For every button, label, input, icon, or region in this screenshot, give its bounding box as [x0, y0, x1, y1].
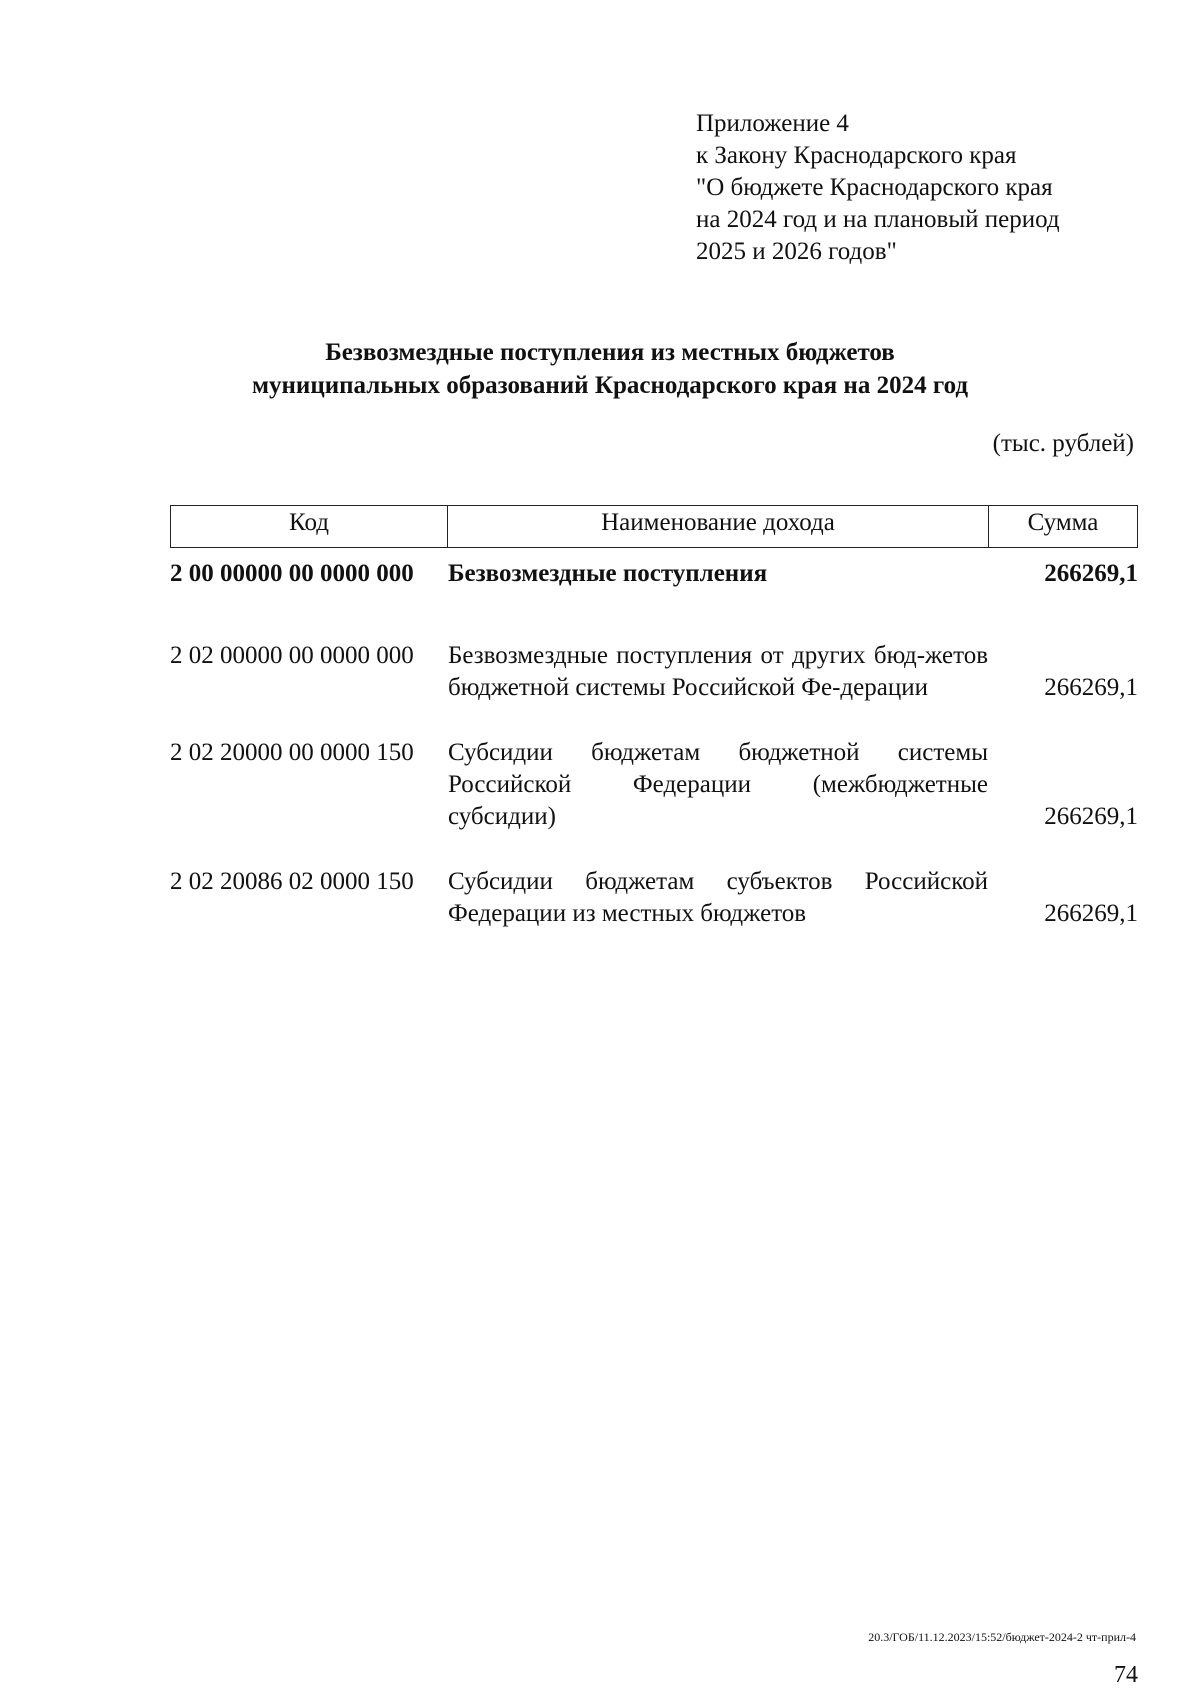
page-number: 74 — [1114, 1662, 1138, 1688]
header-sum: Сумма — [989, 506, 1138, 548]
appendix-line: на 2024 год и на плановый период — [696, 206, 1060, 233]
row-amount: 266269,1 — [1044, 674, 1138, 701]
row-name: Безвозмездные поступления от других бюд-жетов бюджетной системы Российской Фе-дерации — [448, 642, 988, 701]
header-name: Наименование дохода — [448, 506, 989, 548]
table-row — [170, 737, 1138, 833]
appendix-line: Приложение 4 — [696, 110, 849, 137]
appendix-line: к Закону Краснодарского края — [696, 142, 1017, 169]
row-code: 2 02 20000 00 0000 150 — [170, 739, 414, 766]
row-name: Безвозмездные поступления — [448, 560, 768, 587]
units-label: (тыс. рублей) — [992, 430, 1134, 457]
title-line-2: муниципальных образований Краснодарского края на 2024 год — [252, 372, 968, 399]
table-row — [170, 558, 1138, 590]
row-code: 2 02 00000 00 0000 000 — [170, 642, 414, 669]
document-code: 20.3/ГОБ/11.12.2023/15:52/бюджет-2024-2 чт-прил-4 — [868, 1630, 1136, 1644]
table-row — [170, 640, 1138, 704]
row-amount: 266269,1 — [1044, 803, 1138, 830]
table-body — [170, 558, 1138, 930]
table-row — [170, 866, 1138, 930]
row-amount: 266269,1 — [1044, 560, 1138, 587]
title-line-1: Безвозмездные поступления из местных бюджетов — [325, 339, 895, 366]
appendix-line: "О бюджете Краснодарского края — [696, 174, 1053, 201]
appendix-line: 2025 и 2026 годов" — [696, 238, 897, 265]
row-name: Субсидии бюджетам субъектов Российской Федерации из местных бюджетов — [448, 868, 988, 927]
row-amount: 266269,1 — [1044, 900, 1138, 927]
appendix-block — [696, 108, 1166, 268]
row-code: 2 00 00000 00 0000 000 — [170, 560, 414, 587]
table-header — [170, 505, 1138, 548]
document-title — [150, 336, 1070, 402]
row-name: Субсидии бюджетам бюджетной системы Российской Федерации (межбюджетные субсидии) — [448, 739, 988, 830]
row-code: 2 02 20086 02 0000 150 — [170, 868, 414, 895]
header-code: Код — [171, 506, 448, 548]
